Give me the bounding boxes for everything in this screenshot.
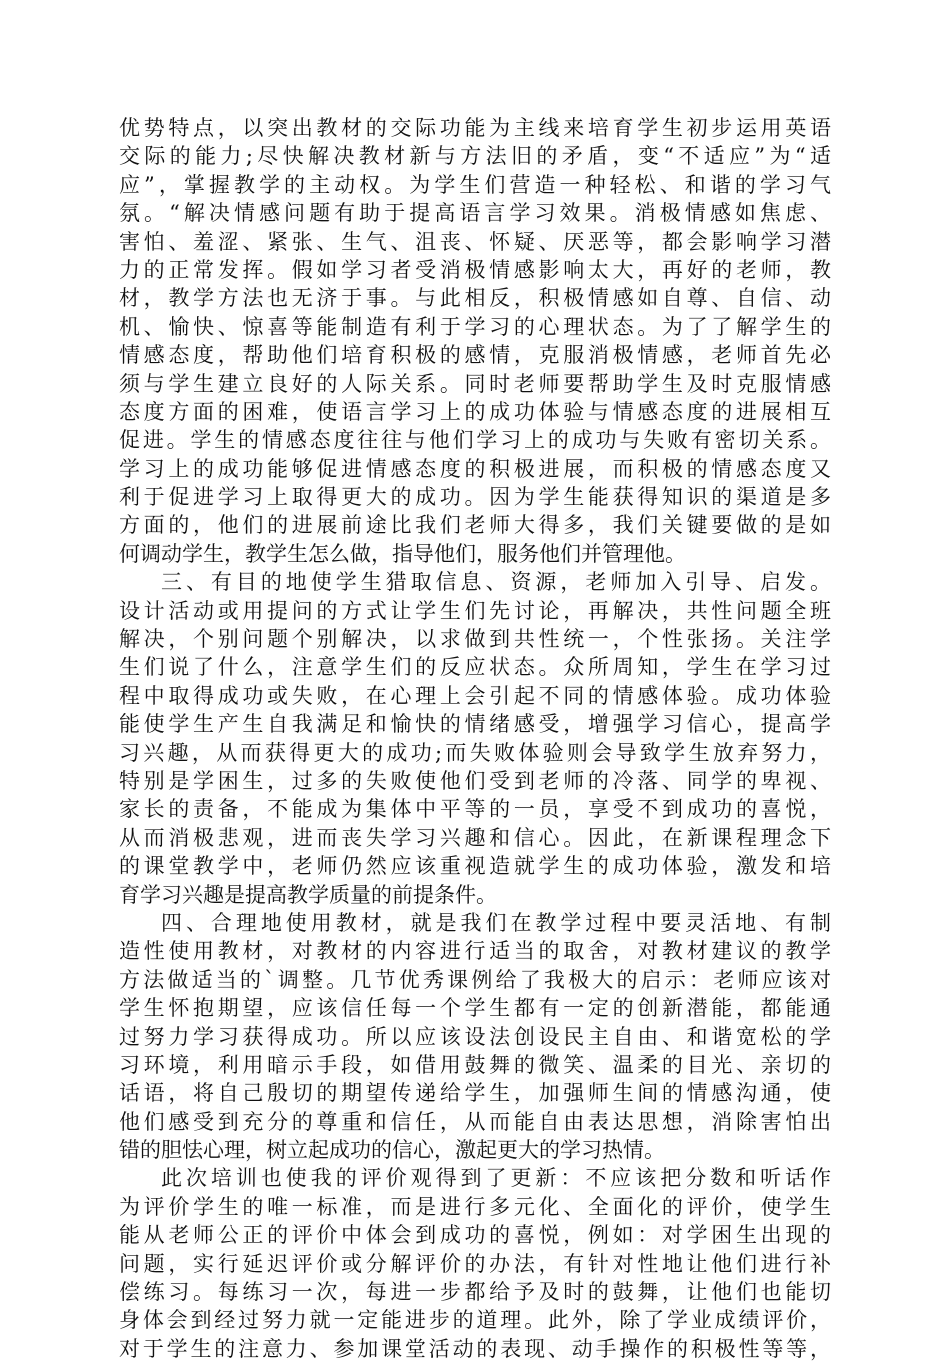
text-line: 情感态度，帮助他们培育积极的感情，克服消极情感，老师首先必 xyxy=(119,343,831,368)
text-line: 害怕、羞涩、紧张、生气、沮丧、怀疑、厌恶等，都会影响学习潜 xyxy=(119,229,831,254)
text-line: 能从老师公正的评价中体会到成功的喜悦，例如：对学困生出现的 xyxy=(119,1223,831,1248)
text-line: 态度方面的困难，使语言学习上的成功体验与情感态度的进展相互 xyxy=(119,399,831,424)
text-line: 身体会到经过努力就一定能进步的道理。此外，除了学业成绩评价， xyxy=(119,1308,831,1333)
text-line: 他们感受到充分的尊重和信任，从而能自由表达思想，消除害怕出 xyxy=(119,1109,831,1134)
text-line: 家长的责备，不能成为集体中平等的一员，享受不到成功的喜悦， xyxy=(119,797,831,822)
text-line: 方法做适当的`调整。几节优秀课例给了我极大的启示：老师应该对 xyxy=(119,967,831,992)
text-line: 此次培训也使我的评价观得到了更新：不应该把分数和听话作 xyxy=(161,1166,831,1191)
text-line: 偿练习。每练习一次，每进一步都给予及时的鼓舞，让他们也能切 xyxy=(119,1280,831,1305)
text-line: 利于促进学习上取得更大的成功。因为学生能获得知识的渠道是多 xyxy=(119,485,831,510)
text-line: 交际的能力;尽快解决教材新与方法旧的矛盾，变“不适应”为“适 xyxy=(119,144,831,169)
text-line: 过努力学习获得成功。所以应该设法创设民主自由、和谐宽松的学 xyxy=(119,1024,831,1049)
text-line: 促进。学生的情感态度往往与他们学习上的成功与失败有密切关系。 xyxy=(119,428,831,453)
text-line: 设计活动或用提问的方式让学生们先讨论，再解决，共性问题全班 xyxy=(119,598,831,623)
text-line: 方面的，他们的进展前途比我们老师大得多，我们关键要做的是如 xyxy=(119,513,831,538)
text-line: 须与学生建立良好的人际关系。同时老师要帮助学生及时克服情感 xyxy=(119,371,831,396)
text-line: 机、愉快、惊喜等能制造有利于学习的心理状态。为了了解学生的 xyxy=(119,314,831,339)
text-line: 话语，将自己殷切的期望传递给学生，加强师生间的情感沟通，使 xyxy=(119,1081,831,1106)
document-body xyxy=(119,114,831,1363)
text-line: 造性使用教材，对教材的内容进行适当的取舍，对教材建议的教学 xyxy=(119,939,831,964)
text-line: 为评价学生的唯一标准，而是进行多元化、全面化的评价，使学生 xyxy=(119,1194,831,1219)
text-line: 程中取得成功或失败，在心理上会引起不同的情感体验。成功体验 xyxy=(119,683,831,708)
text-line: 特别是学困生，过多的失败使他们受到老师的冷落、同学的卑视、 xyxy=(119,768,831,793)
text-line: 优势特点，以突出教材的交际功能为主线来培育学生初步运用英语 xyxy=(119,116,831,140)
text-line: 习兴趣，从而获得更大的成功;而失败体验则会导致学生放弃努力， xyxy=(119,740,831,765)
text-line: 从而消极悲观，进而丧失学习兴趣和信心。因此，在新课程理念下 xyxy=(119,825,831,850)
text-line: 应”，掌握教学的主动权。为学生们营造一种轻松、和谐的学习气 xyxy=(119,172,831,197)
text-line: 三、有目的地使学生猎取信息、资源，老师加入引导、启发。 xyxy=(161,570,831,595)
text-line: 问题，实行延迟评价或分解评价的办法，有针对性地让他们进行补 xyxy=(119,1251,831,1276)
text-line: 力的正常发挥。假如学习者受消极情感影响太大，再好的老师，教 xyxy=(119,257,831,282)
text-line: 的课堂教学中，老师仍然应该重视造就学生的成功体验，激发和培 xyxy=(119,854,831,879)
text-line: 解决，个别问题个别解决，以求做到共性统一，个性张扬。关注学 xyxy=(119,627,831,652)
text-line: 学习上的成功能够促进情感态度的积极进展，而积极的情感态度又 xyxy=(119,456,831,481)
text-line: 育学习兴趣是提高教学质量的前提条件。 xyxy=(119,882,497,907)
text-line: 学生怀抱期望，应该信任每一个学生都有一定的创新潜能，都能通 xyxy=(119,996,831,1021)
text-line: 习环境，利用暗示手段，如借用鼓舞的微笑、温柔的目光、亲切的 xyxy=(119,1052,831,1077)
text-line: 错的胆怯心理，树立起成功的信心，激起更大的学习热情。 xyxy=(119,1138,665,1163)
text-line: 四、合理地使用教材，就是我们在教学过程中要灵活地、有制 xyxy=(161,910,831,935)
text-line: 能使学生产生自我满足和愉快的情绪感受，增强学习信心，提高学 xyxy=(119,712,831,737)
text-line: 材，教学方法也无济于事。与此相反，积极情感如自尊、自信、动 xyxy=(119,286,831,311)
text-line: 生们说了什么，注意学生们的反应状态。众所周知，学生在学习过 xyxy=(119,655,831,680)
text-line: 何调动学生，教学生怎么做，指导他们，服务他们并管理他。 xyxy=(119,541,686,566)
text-line: 氛。“解决情感问题有助于提高语言学习效果。消极情感如焦虑、 xyxy=(119,201,831,226)
text-line: 对于学生的注意力、参加课堂活动的表现、动手操作的积极性等等， xyxy=(119,1336,831,1361)
